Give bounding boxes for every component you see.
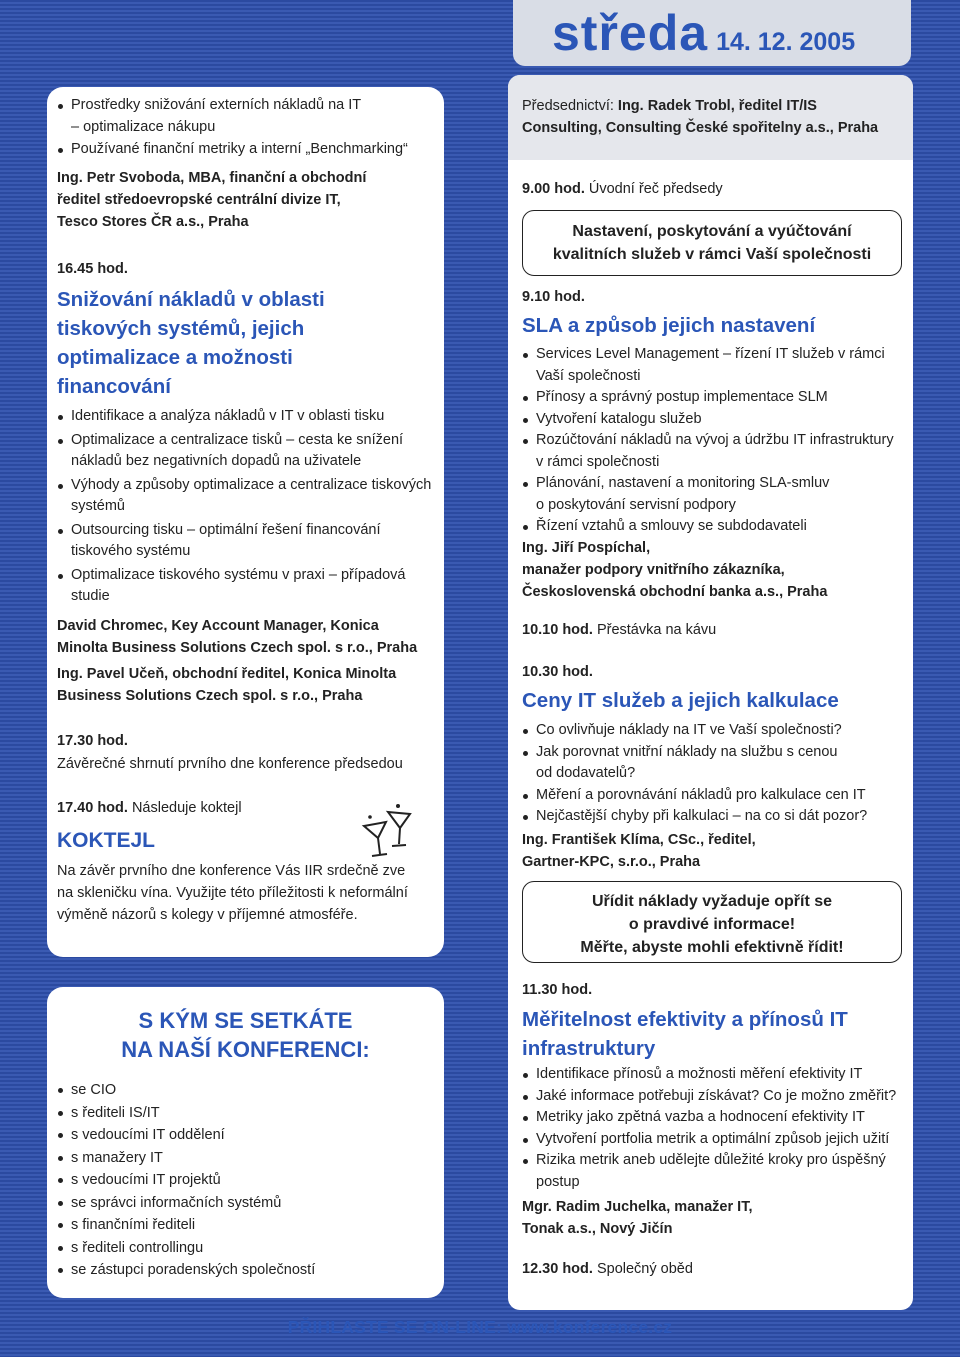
list-item: se CIO	[55, 1079, 435, 1102]
title-line: infrastruktury	[522, 1037, 656, 1060]
list-item: Optimalizace a centralizace tisků – cesta ke snížení nákladů bez negativních dopadů na uživatele	[55, 430, 440, 473]
pricing-bullets	[520, 720, 908, 828]
sla-bullets	[520, 344, 908, 538]
list-item: Outsourcing tisku – optimální řešení financování tiskového systému	[55, 520, 440, 563]
title-line: Měřitelnost efektivity a přínosů IT	[522, 1008, 848, 1031]
time-0900: 9.00 hod.	[522, 181, 585, 197]
intro-bullet: Používané finanční metriky a interní „Benchmarking“	[55, 139, 435, 161]
time-0900-row	[522, 178, 723, 200]
speaker-svoboda	[57, 167, 437, 233]
quote-box	[522, 881, 902, 963]
closing-summary: Závěrečné shrnutí prvního dne konference předsedou	[57, 756, 403, 772]
title-line: financování	[57, 375, 171, 398]
speaker-line: Mgr. Radim Juchelka, manažer IT,	[522, 1199, 753, 1215]
time-1730: 17.30 hod.	[57, 733, 128, 749]
speaker-line: Československá obchodní banka a.s., Praha	[522, 584, 828, 600]
intro-bullet-continuation: – optimalizace nákupu	[71, 118, 216, 135]
list-item: Services Level Management – řízení IT služeb v rámci Vaší společnosti	[520, 344, 908, 387]
topic-box-services	[522, 210, 902, 276]
speaker-line: Tonak a.s., Nový Jičín	[522, 1221, 673, 1237]
time-1230-row	[522, 1258, 693, 1280]
time-1740: 17.40 hod.	[57, 800, 128, 816]
efficiency-bullets	[520, 1064, 908, 1193]
speaker-line: Ing. Jiří Pospíchal,	[522, 540, 651, 556]
speaker-line: ředitel středoevropské centrální divize IT,	[57, 192, 341, 208]
speaker-chromec	[57, 615, 442, 659]
box-line: o pravdivé informace!	[628, 916, 796, 933]
speaker-line: Ing. Pavel Učeň, obchodní ředitel, Konica Minolta	[57, 666, 397, 682]
time-1645: 16.45 hod.	[57, 261, 128, 277]
text-line: Na závěr prvního dne konference Vás IIR srdečně zve	[57, 863, 406, 879]
cocktail-glasses-icon	[358, 800, 418, 862]
list-item: Vytvoření portfolia metrik a optimální způsob jejich užití	[520, 1129, 908, 1151]
box-line: Uřídit náklady vyžaduje opřít se	[591, 893, 833, 910]
list-item: Nejčastější chyby při kalkulaci – na co si dát pozor?	[520, 806, 908, 828]
list-item: Jaké informace potřebuji získávat? Co je možno změřit?	[520, 1086, 908, 1108]
title-line: optimalizace a možnosti	[57, 346, 293, 369]
speaker-line: Ing. Petr Svoboda, MBA, finanční a obchodní	[57, 170, 367, 186]
speaker-klima	[522, 829, 907, 873]
title-line: S KÝM SE SETKÁTE	[138, 1008, 353, 1033]
speaker-ucen	[57, 663, 442, 707]
time-1030: 10.30 hod.	[522, 664, 593, 680]
speaker-line: Gartner-KPC, s.r.o., Praha	[522, 854, 701, 870]
speaker-line: Business Solutions Czech spol. s r.o., Praha	[57, 688, 363, 704]
list-item: se správci informačních systémů	[55, 1192, 435, 1215]
intro-bullet: Prostředky snižování externích nákladů na IT	[55, 95, 435, 117]
text-line: výměně názorů s kolegy v příjemné atmosféře.	[57, 907, 358, 923]
register-online-link[interactable]: PŘIHLASTE SE ON-LINE: www.konference.cz	[287, 1317, 673, 1337]
time-1740-row	[57, 797, 242, 819]
session-title-efficiency	[522, 1005, 907, 1063]
list-item: Měření a porovnávání nákladů pro kalkulace cen IT	[520, 785, 908, 807]
speaker-line: David Chromec, Key Account Manager, Konica	[57, 618, 379, 634]
list-item: s řediteli controllingu	[55, 1237, 435, 1260]
chair-name-line2: Consulting, Consulting České spořitelny a.s., Praha	[522, 120, 879, 136]
list-item: Metriky jako zpětná vazba a hodnocení efektivity IT	[520, 1107, 908, 1129]
list-item: Vytvoření katalogu služeb	[520, 409, 908, 431]
lunch: Společný oběd	[596, 1261, 693, 1277]
date-header	[552, 4, 855, 62]
list-item: Rizika metrik aneb udělejte důležité kroky pro úspěšný postup	[520, 1150, 908, 1193]
printing-bullets	[55, 406, 440, 608]
box-line: Měřte, abyste mohli efektivně řídit!	[580, 939, 844, 956]
cocktail-note: Následuje koktejl	[131, 800, 242, 816]
list-item: Jak porovnat vnitřní náklady na službu s cenou od dodavatelů?	[520, 742, 908, 785]
session-title-sla: SLA a způsob jejich nastavení	[522, 314, 816, 337]
list-item: Identifikace přínosů a možnosti měření efektivity IT	[520, 1064, 908, 1086]
coffee-break: Přestávka na kávu	[596, 622, 717, 638]
list-item: Řízení vztahů a smlouvy se subdodavateli	[520, 516, 908, 538]
session-title-pricing: Ceny IT služeb a jejich kalkulace	[522, 689, 839, 712]
title-line: Snižování nákladů v oblasti	[57, 288, 325, 311]
audience-title	[47, 1006, 444, 1064]
speaker-pospichal	[522, 537, 907, 603]
list-item: Přínosy a správný postup implementace SLM	[520, 387, 908, 409]
speaker-line: Minolta Business Solutions Czech spol. s r.o., Praha	[57, 640, 418, 656]
list-item: s vedoucími IT projektů	[55, 1169, 435, 1192]
text-line: na skleničku vína. Využijte této příležitosti k neformální	[57, 885, 408, 901]
title-line: tiskových systémů, jejich	[57, 317, 305, 340]
time-0910: 9.10 hod.	[522, 289, 585, 305]
list-item: Rozúčtování nákladů na vývoj a údržbu IT infrastruktury v rámci společnosti	[520, 430, 908, 473]
box-line: Nastavení, poskytování a vyúčtování	[572, 223, 852, 240]
session-title-printing	[57, 285, 437, 401]
time-1230: 12.30 hod.	[522, 1261, 593, 1277]
list-item: se zástupci poradenských společností	[55, 1259, 435, 1282]
cocktail-text	[57, 860, 442, 926]
list-item: Optimalizace tiskového systému v praxi – případová studie	[55, 565, 440, 608]
title-line: NA NAŠÍ KONFERENCI:	[121, 1037, 370, 1062]
cocktail-title: KOKTEJL	[57, 829, 156, 852]
date-value: 14. 12. 2005	[716, 28, 856, 56]
speaker-line: Tesco Stores ČR a.s., Praha	[57, 214, 249, 230]
box-line: kvalitních služeb v rámci Vaší společnosti	[552, 246, 872, 263]
list-item: s vedoucími IT oddělení	[55, 1124, 435, 1147]
list-item: Identifikace a analýza nákladů v IT v oblasti tisku	[55, 406, 440, 428]
audience-list	[55, 1079, 435, 1282]
time-1010: 10.10 hod.	[522, 622, 593, 638]
speaker-juchelka	[522, 1196, 907, 1240]
list-item: s manažery IT	[55, 1147, 435, 1170]
chair-name: Ing. Radek Trobl, ředitel IT/IS	[617, 98, 817, 114]
speaker-line: Ing. František Klíma, CSc., ředitel,	[522, 832, 756, 848]
opening-speech: Úvodní řeč předsedy	[588, 181, 723, 197]
list-item: Výhody a způsoby optimalizace a centralizace tiskových systémů	[55, 475, 440, 518]
intro-bullets	[55, 95, 435, 161]
chair-label: Předsednictví:	[522, 98, 614, 114]
time-1130: 11.30 hod.	[522, 982, 593, 998]
list-item: Plánování, nastavení a monitoring SLA-smluv o poskytování servisní podpory	[520, 473, 908, 516]
day-name: středa	[552, 5, 709, 61]
list-item: Co ovlivňuje náklady na IT ve Vaší společnosti?	[520, 720, 908, 742]
time-1010-row	[522, 619, 716, 641]
speaker-line: manažer podpory vnitřního zákazníka,	[522, 562, 785, 578]
list-item: s řediteli IS/IT	[55, 1102, 435, 1125]
list-item: s finančními řediteli	[55, 1214, 435, 1237]
chairmanship	[522, 95, 907, 139]
